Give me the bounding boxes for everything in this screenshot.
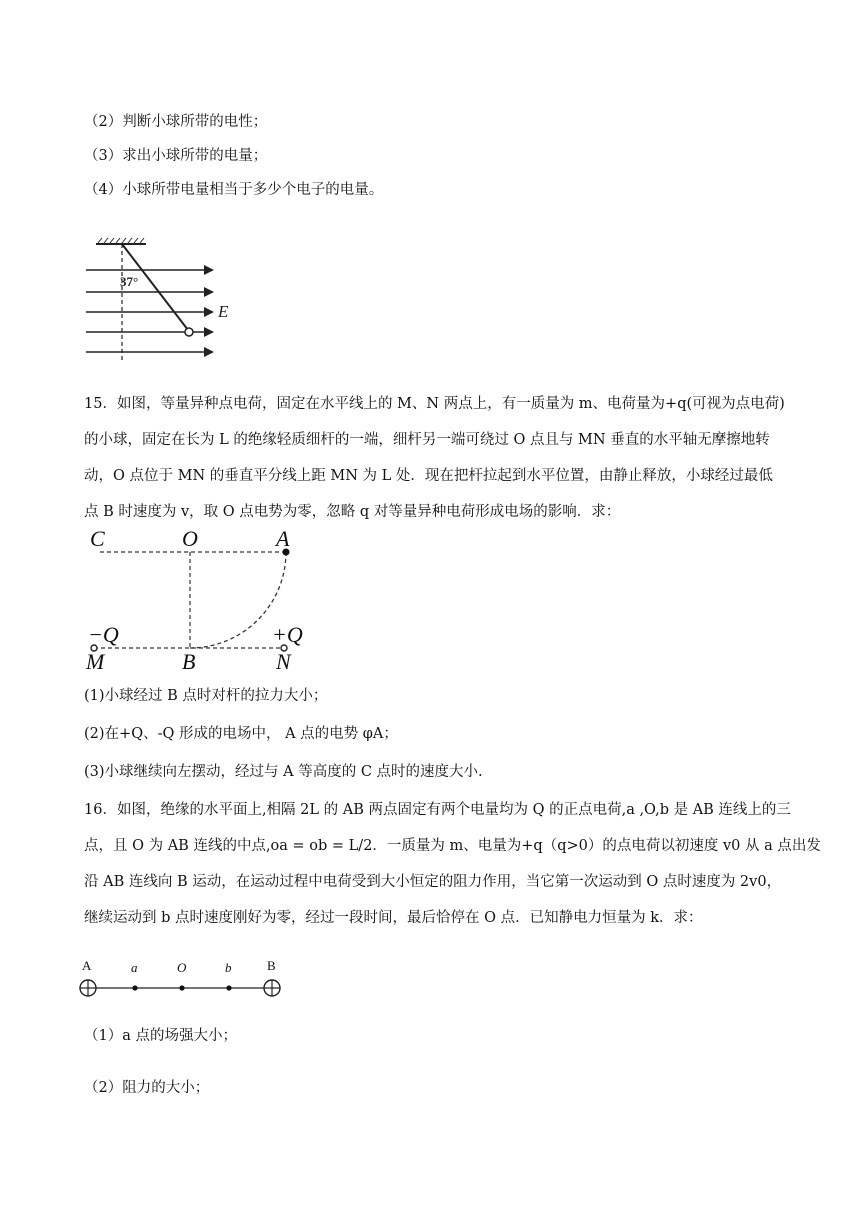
q14-angle-label: 37°: [120, 274, 139, 289]
q14-field-label: E: [218, 302, 229, 321]
q14-part-3: （3）求出小球所带的电量；: [84, 148, 268, 164]
q16-stem: [84, 792, 821, 936]
q15-label-negQ: −Q: [88, 622, 119, 647]
q14-part-2: （2）判断小球所带的电性；: [84, 114, 268, 130]
q15-stem-line: 的小球，固定在长为 L 的绝缘轻质细杆的一端，细杆另一端可绕过 O 点且与 MN 垂直的水平轴无摩擦地转: [84, 432, 770, 448]
q15-label-B: B: [182, 649, 196, 674]
q15-stem-line: 15．如图，等量异种点电荷，固定在水平线上的 M、N 两点上，有一质量为 m、电荷量为+q(可视为点电荷): [84, 396, 785, 412]
q16-stem-line: 16．如图，绝缘的水平面上,相隔 2L 的 AB 两点固定有两个电量均为 Q 的正点电荷,a ,O,b 是 AB 连线上的三: [84, 802, 791, 818]
q15-part-3: (3)小球继续向左摆动，经过与 A 等高度的 C 点时的速度大小.: [84, 764, 483, 780]
q16-stem-line: 继续运动到 b 点时速度刚好为零，经过一段时间，最后恰停在 O 点．已知静电力恒量为 k．求：: [84, 910, 703, 926]
q15-stem-line: 点 B 时速度为 v，取 O 点电势为零，忽略 q 对等量异种电荷形成电场的影响．求：: [84, 504, 621, 520]
q14-figure: [80, 236, 240, 366]
q16-label-B: B: [267, 958, 276, 973]
q15-label-M: M: [86, 649, 105, 674]
q16-figure: [78, 956, 288, 1002]
q16-stem-line: 点，且 O 为 AB 连线的中点,oa = ob = L/2．一质量为 m、电量为+q（q>0）的点电荷以初速度 v0 从 a 点出发: [84, 838, 821, 854]
q15-label-N: N: [276, 649, 291, 674]
q16-label-b: b: [225, 960, 232, 975]
q15-stem: [84, 386, 784, 530]
q15-label-C: C: [90, 526, 105, 551]
q15-label-posQ: +Q: [272, 622, 303, 647]
q15-stem-line: 动，O 点位于 MN 的垂直平分线上距 MN 为 L 处．现在把杆拉起到水平位置，由静止释放，小球经过最低: [84, 468, 773, 484]
q16-part-2: （2）阻力的大小；: [84, 1080, 210, 1096]
q15-part-2: (2)在+Q、-Q 形成的电场中， A 点的电势 φA；: [84, 726, 398, 742]
q16-label-A: A: [82, 958, 92, 973]
q16-part-1: （1）a 点的场强大小；: [84, 1028, 237, 1044]
q15-label-A: A: [276, 526, 290, 551]
q14-part-4: （4）小球所带电量相当于多少个电子的电量。: [84, 182, 384, 198]
q16-label-a: a: [131, 960, 138, 975]
q15-figure: [80, 524, 320, 674]
q16-stem-line: 沿 AB 连线向 B 运动，在运动过程中电荷受到大小恒定的阻力作用，当它第一次运动到 O 点时速度为 2v0，: [84, 874, 782, 890]
q16-label-O: O: [177, 960, 187, 975]
q15-label-O: O: [182, 526, 198, 551]
q15-part-1: (1)小球经过 B 点时对杆的拉力大小；: [84, 688, 328, 704]
